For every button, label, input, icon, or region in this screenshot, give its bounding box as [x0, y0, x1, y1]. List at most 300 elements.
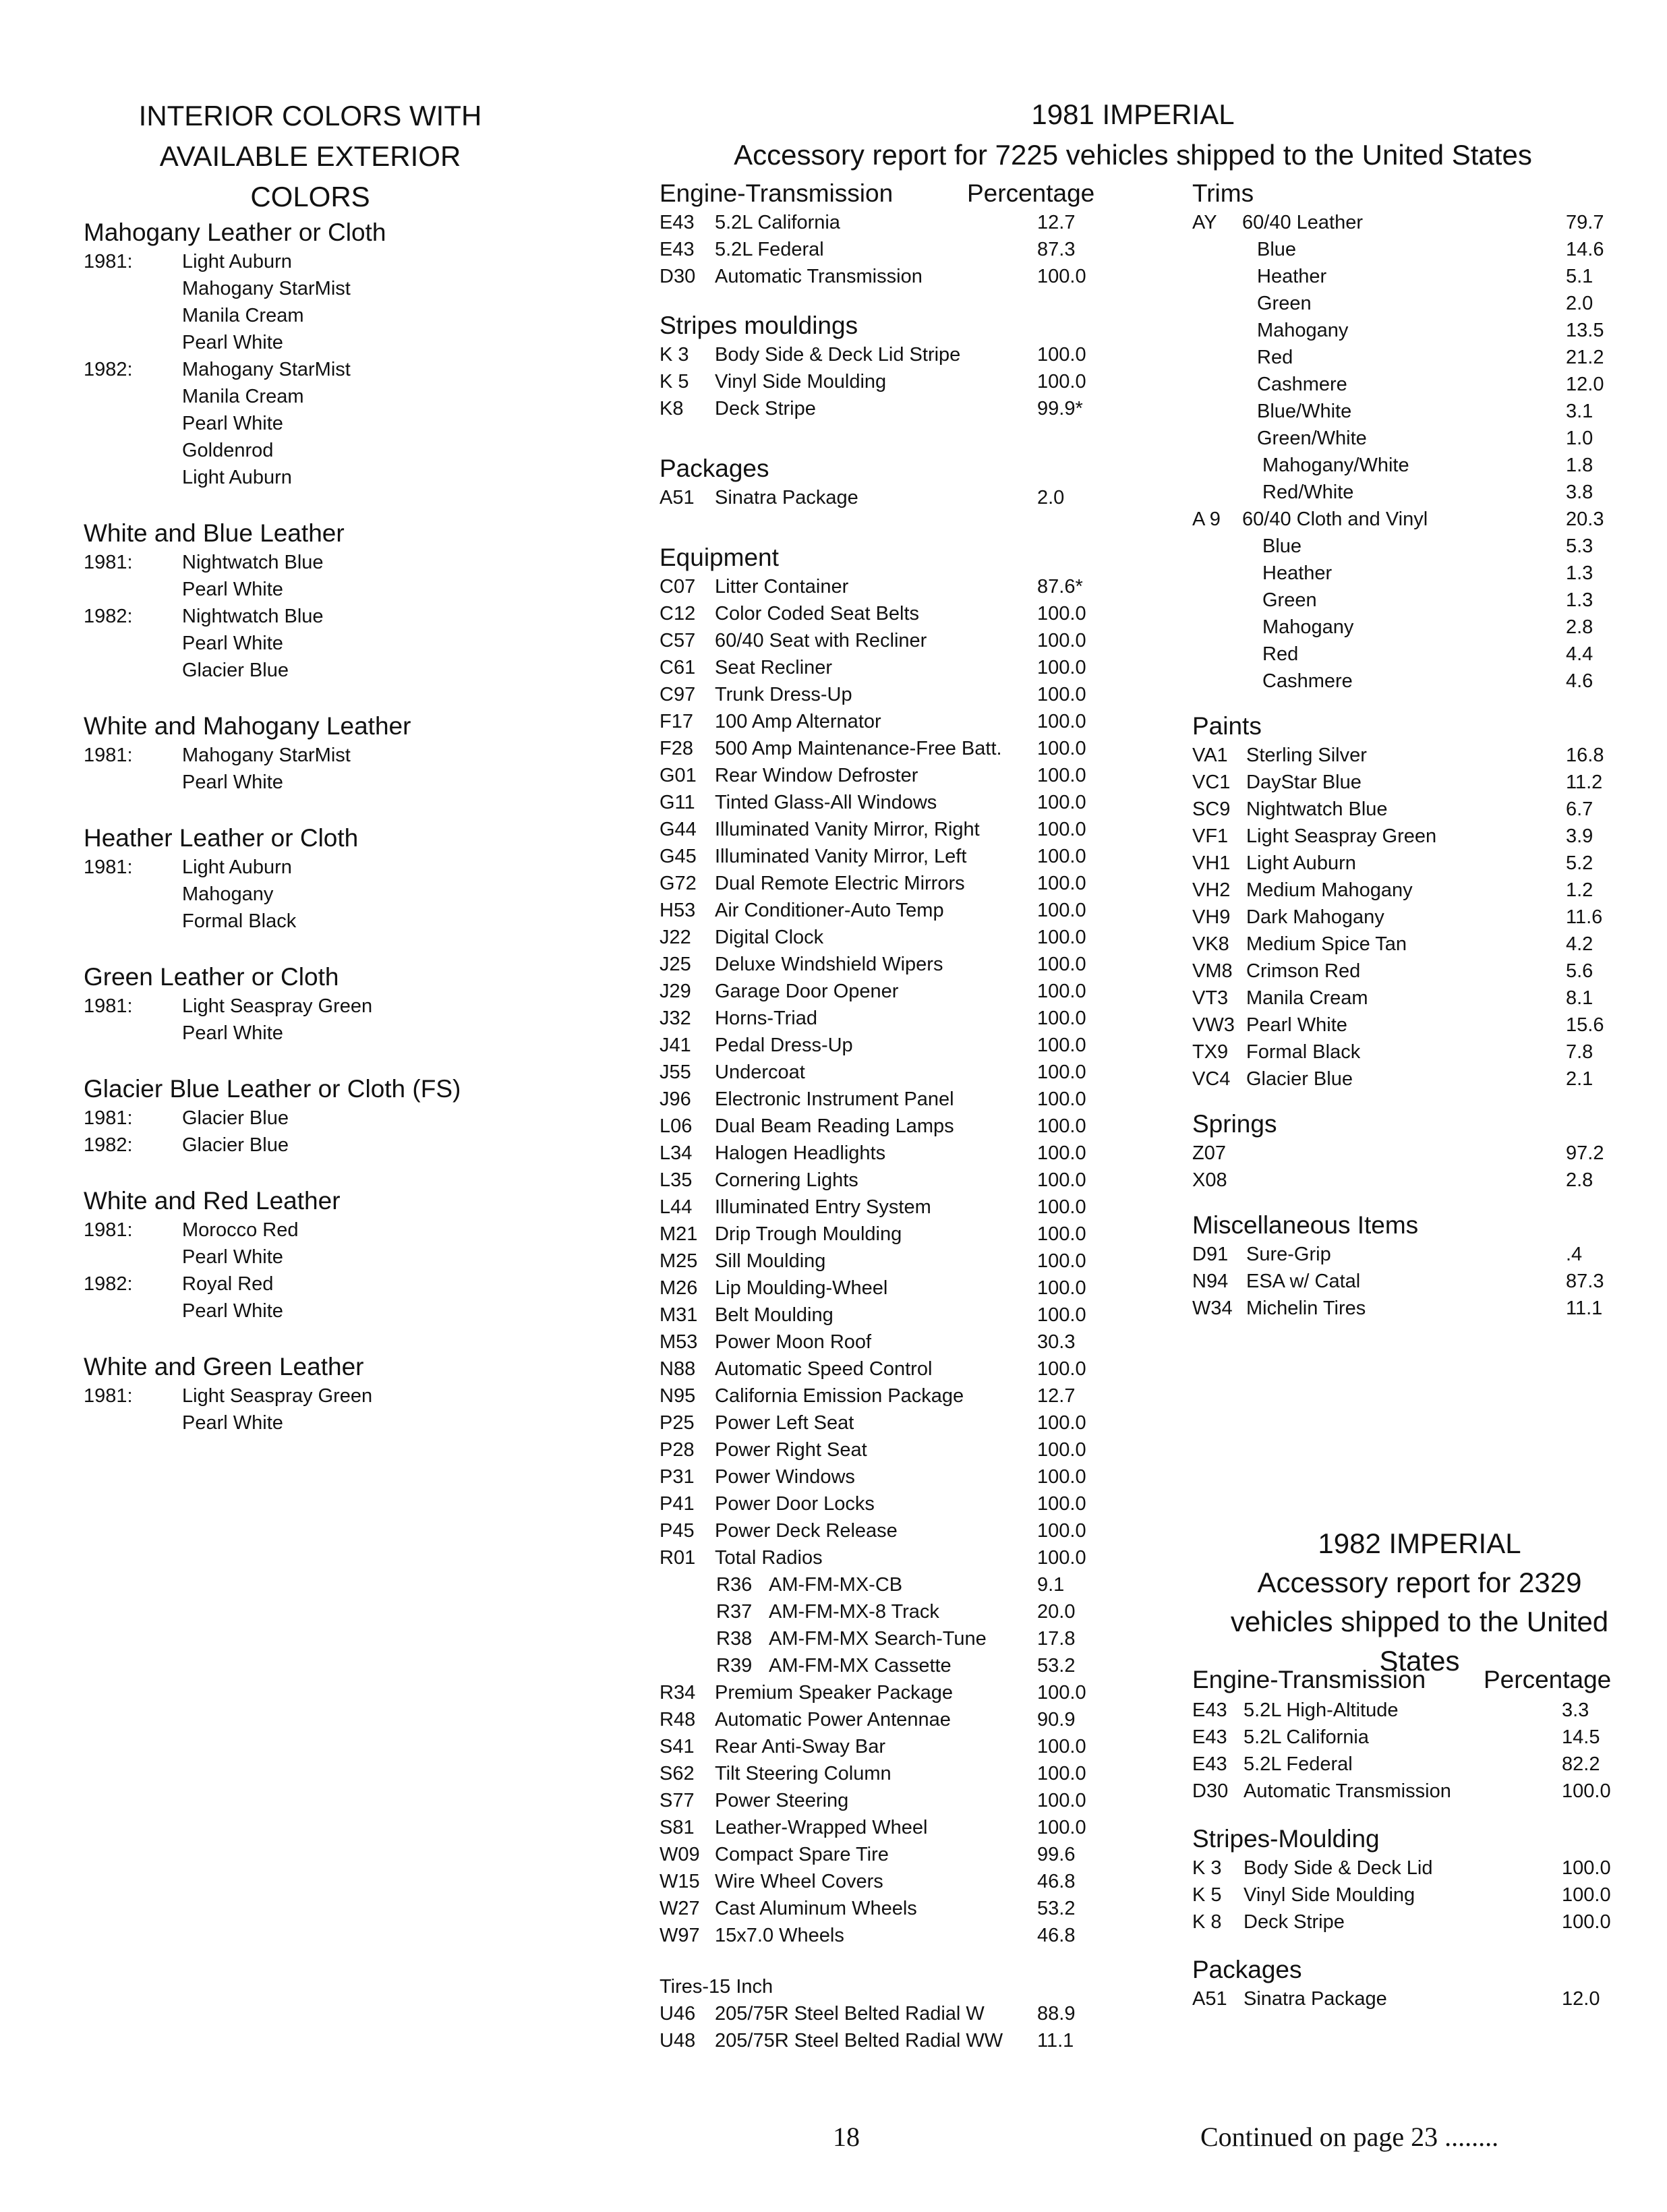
- percentage-value: 17.8: [1037, 1628, 1076, 1650]
- title-1982: 1982 IMPERIAL: [1318, 1527, 1521, 1559]
- model-year: 1981:: [84, 856, 133, 878]
- option-description: AM-FM-MX Cassette: [769, 1655, 952, 1677]
- color-row: [84, 657, 556, 684]
- option-description: Vinyl Side Moulding: [715, 371, 887, 392]
- exterior-color: Pearl White: [182, 1022, 283, 1044]
- option-code: A51: [1192, 1988, 1227, 2010]
- percentage-value: 100.0: [1037, 765, 1086, 786]
- option-description: Pearl White: [1246, 1014, 1347, 1036]
- option-code: VH1: [1192, 852, 1231, 874]
- option-description: Compact Spare Tire: [715, 1844, 889, 1865]
- exterior-color: Mahogany StarMist: [182, 745, 351, 766]
- percentage-heading: Percentage: [967, 179, 1095, 207]
- option-code: VT3: [1192, 987, 1229, 1009]
- percentage-value: 100.0: [1562, 1884, 1611, 1906]
- paint-row: [1192, 742, 1610, 769]
- percentage-value: 100.0: [1037, 1115, 1086, 1137]
- color-row: [84, 1020, 556, 1047]
- option-description: Halogen Headlights: [715, 1142, 886, 1164]
- option-description: Leather-Wrapped Wheel: [715, 1817, 928, 1838]
- section-heading: Springs: [1192, 1110, 1277, 1138]
- option-code: A51: [660, 487, 695, 508]
- option-description: Medium Mahogany: [1246, 879, 1413, 901]
- percentage-value: 97.2: [1566, 1142, 1604, 1164]
- trim-row: [1192, 398, 1610, 425]
- color-row: [84, 908, 556, 935]
- option-description: Cast Aluminum Wheels: [715, 1898, 917, 1919]
- trim-description: Cashmere: [1257, 374, 1347, 395]
- exterior-color: Glacier Blue: [182, 660, 289, 681]
- percentage-heading: Percentage: [1484, 1666, 1612, 1693]
- percentage-value: 16.8: [1566, 745, 1604, 766]
- option-row: [660, 627, 1172, 654]
- option-row: [1192, 1697, 1624, 1724]
- percentage-value: 88.9: [1037, 2003, 1076, 2025]
- color-row: [84, 769, 556, 796]
- option-description: 5.2L Federal: [715, 239, 824, 260]
- option-code: M26: [660, 1277, 698, 1299]
- option-code: VA1: [1192, 745, 1228, 766]
- percentage-value: 79.7: [1566, 212, 1604, 233]
- option-code: VF1: [1192, 825, 1229, 847]
- exterior-color: Royal Red: [182, 1273, 274, 1295]
- exterior-color: Pearl White: [182, 1300, 283, 1322]
- option-row: [660, 209, 1172, 236]
- option-row: [660, 1490, 1172, 1517]
- color-row: [84, 410, 556, 437]
- option-code: G45: [660, 846, 697, 867]
- percentage-value: 4.4: [1566, 643, 1593, 665]
- trim-row: [1192, 587, 1610, 614]
- option-row: [660, 395, 1172, 422]
- option-row: [660, 762, 1172, 789]
- percentage-value: .4: [1566, 1244, 1583, 1265]
- trim-row: [1192, 668, 1610, 695]
- percentage-value: 53.2: [1037, 1898, 1076, 1919]
- option-description: Illuminated Entry System: [715, 1196, 931, 1218]
- percentage-value: 12.7: [1037, 1385, 1076, 1407]
- option-row: [660, 1329, 1172, 1356]
- percentage-value: 6.7: [1566, 798, 1593, 820]
- paint-row: [1192, 1039, 1610, 1066]
- percentage-value: 100.0: [1037, 1277, 1086, 1299]
- option-code: S62: [660, 1763, 695, 1784]
- trim-description: Green: [1257, 293, 1312, 314]
- section-heading: Mahogany Leather or Cloth: [84, 219, 386, 246]
- percentage-value: 1.3: [1566, 562, 1593, 584]
- percentage-value: 100.0: [1037, 1035, 1086, 1056]
- option-code: C07: [660, 576, 696, 598]
- header-1982: [1187, 1524, 1652, 1681]
- header-1981: [634, 94, 1632, 175]
- option-description: Deck Stripe: [715, 398, 816, 419]
- percentage-value: 100.0: [1037, 1817, 1086, 1838]
- percentage-value: 4.6: [1566, 670, 1593, 692]
- option-description: Wire Wheel Covers: [715, 1871, 883, 1892]
- trim-row: [1192, 533, 1610, 560]
- percentage-value: 100.0: [1037, 1763, 1086, 1784]
- paint-row: [1192, 904, 1610, 931]
- option-code: W15: [660, 1871, 700, 1892]
- exterior-color: Manila Cream: [182, 305, 304, 326]
- option-description: Power Steering: [715, 1790, 849, 1811]
- option-row: [660, 341, 1172, 368]
- option-description: Horns-Triad: [715, 1008, 818, 1029]
- option-description: AM-FM-MX-8 Track: [769, 1601, 939, 1623]
- option-code: P45: [660, 1520, 695, 1542]
- option-code: J96: [660, 1088, 691, 1110]
- option-description: 5.2L California: [1244, 1726, 1369, 1748]
- percentage-value: 90.9: [1037, 1709, 1076, 1730]
- option-code: K8: [660, 398, 684, 419]
- percentage-value: 11.6: [1566, 906, 1603, 928]
- percentage-value: 87.3: [1566, 1271, 1604, 1292]
- exterior-color: Light Auburn: [182, 251, 292, 272]
- option-code: VW3: [1192, 1014, 1235, 1036]
- percentage-value: 3.1: [1566, 401, 1593, 422]
- percentage-value: 2.0: [1566, 293, 1593, 314]
- percentage-value: 100.0: [1037, 738, 1086, 759]
- option-code: R01: [660, 1547, 696, 1569]
- percentage-value: 100.0: [1037, 954, 1086, 975]
- subtitle-1982-line: vehicles shipped to the United States: [1230, 1606, 1609, 1677]
- exterior-color: Glacier Blue: [182, 1134, 289, 1156]
- engine-heading: Engine-Transmission: [1192, 1666, 1426, 1693]
- trim-row: [1192, 371, 1610, 398]
- color-row: [84, 549, 556, 576]
- option-description: Formal Black: [1246, 1041, 1361, 1063]
- spring-row: [1192, 1167, 1610, 1194]
- option-row: [660, 681, 1172, 708]
- model-year: 1982:: [84, 1273, 133, 1295]
- paint-row: [1192, 1066, 1610, 1093]
- option-row: [1192, 1882, 1624, 1909]
- section-heading: Packages: [1192, 1956, 1302, 1983]
- paint-row: [1192, 958, 1610, 985]
- model-year: 1981:: [84, 1385, 133, 1407]
- option-description: Body Side & Deck Lid: [1244, 1857, 1433, 1879]
- exterior-color: Goldenrod: [182, 440, 274, 461]
- option-description: Power Door Locks: [715, 1493, 875, 1515]
- percentage-value: 9.1: [1037, 1574, 1065, 1596]
- option-description: AM-FM-MX-CB: [769, 1574, 903, 1596]
- percentage-value: 100.0: [1037, 657, 1086, 678]
- engine-header-row: [1192, 1664, 1624, 1697]
- option-code: VH2: [1192, 879, 1231, 901]
- interior-colors-title: [74, 96, 546, 217]
- exterior-color: Pearl White: [182, 413, 283, 434]
- option-description: Dual Beam Reading Lamps: [715, 1115, 954, 1137]
- percentage-value: 5.2: [1566, 852, 1593, 874]
- option-description: Litter Container: [715, 576, 849, 598]
- option-row: [660, 1248, 1172, 1275]
- section-heading: Miscellaneous Items: [1192, 1211, 1419, 1239]
- accessory-1982-column: [1192, 1664, 1624, 2012]
- option-code: L34: [660, 1142, 693, 1164]
- section-heading: Packages: [660, 455, 769, 482]
- option-row: [660, 1598, 1172, 1625]
- option-description: Sterling Silver: [1246, 745, 1367, 766]
- color-row: [84, 356, 556, 383]
- trim-description: Red: [1257, 347, 1293, 368]
- percentage-value: 12.0: [1562, 1988, 1600, 2010]
- option-description: Seat Recliner: [715, 657, 833, 678]
- color-row: [84, 464, 556, 491]
- percentage-value: 100.0: [1037, 371, 1086, 392]
- option-description: DayStar Blue: [1246, 772, 1362, 793]
- trim-description: Heather: [1257, 266, 1327, 287]
- exterior-color: Light Seaspray Green: [182, 1385, 373, 1407]
- percentage-value: 1.0: [1566, 428, 1593, 449]
- option-code: S77: [660, 1790, 695, 1811]
- option-description: Michelin Tires: [1246, 1298, 1366, 1319]
- page-number: 18: [833, 2122, 860, 2152]
- option-code: L06: [660, 1115, 693, 1137]
- option-code: Z07: [1192, 1142, 1226, 1164]
- percentage-value: 100.0: [1037, 1682, 1086, 1704]
- option-row: [660, 1652, 1172, 1679]
- option-description: Automatic Transmission: [1244, 1780, 1451, 1802]
- option-code: E43: [1192, 1699, 1227, 1721]
- option-description: Tilt Steering Column: [715, 1763, 891, 1784]
- color-row: [84, 742, 556, 769]
- option-row: [660, 1409, 1172, 1436]
- percentage-value: 3.3: [1562, 1699, 1589, 1721]
- option-code: M25: [660, 1250, 698, 1272]
- color-group: [84, 217, 556, 491]
- percentage-value: 11.1: [1566, 1298, 1603, 1319]
- option-code: G72: [660, 873, 697, 894]
- percentage-value: 5.6: [1566, 960, 1593, 982]
- option-row: [660, 2000, 1172, 2027]
- option-row: [660, 573, 1172, 600]
- trim-description: Cashmere: [1262, 670, 1353, 692]
- color-row: [84, 437, 556, 464]
- option-row: [1192, 1724, 1624, 1751]
- option-row: [660, 654, 1172, 681]
- color-row: [84, 1382, 556, 1409]
- option-row: [660, 1625, 1172, 1652]
- percentage-value: 46.8: [1037, 1871, 1076, 1892]
- option-description: 500 Amp Maintenance-Free Batt.: [715, 738, 1002, 759]
- option-description: ESA w/ Catal: [1246, 1271, 1361, 1292]
- section-heading: Green Leather or Cloth: [84, 963, 339, 991]
- option-description: Automatic Transmission: [715, 266, 923, 287]
- color-row: [84, 1132, 556, 1159]
- percentage-value: 14.6: [1566, 239, 1604, 260]
- percentage-value: 13.5: [1566, 320, 1604, 341]
- color-group: [84, 1351, 556, 1436]
- percentage-value: 99.6: [1037, 1844, 1076, 1865]
- option-code: P25: [660, 1412, 695, 1434]
- option-row: [660, 1275, 1172, 1302]
- section-heading: White and Blue Leather: [84, 519, 345, 547]
- exterior-color: Pearl White: [182, 633, 283, 654]
- option-description: Sure-Grip: [1246, 1244, 1331, 1265]
- option-code: W27: [660, 1898, 700, 1919]
- option-description: Power Moon Roof: [715, 1331, 872, 1353]
- option-code: D30: [1192, 1780, 1229, 1802]
- option-description: 5.2L Federal: [1244, 1753, 1353, 1775]
- option-row: [660, 1382, 1172, 1409]
- color-group: [84, 962, 556, 1047]
- paint-row: [1192, 769, 1610, 796]
- section-heading: Heather Leather or Cloth: [84, 824, 359, 852]
- option-code: M53: [660, 1331, 698, 1353]
- percentage-value: 21.2: [1566, 347, 1604, 368]
- color-row: [84, 302, 556, 329]
- spring-row: [1192, 1140, 1610, 1167]
- option-code: G01: [660, 765, 697, 786]
- paint-row: [1192, 985, 1610, 1012]
- option-row: [660, 897, 1172, 924]
- option-code: L35: [660, 1169, 693, 1191]
- trim-description: Red/White: [1262, 482, 1354, 503]
- option-description: Color Coded Seat Belts: [715, 603, 920, 624]
- option-code: C12: [660, 603, 696, 624]
- exterior-color: Pearl White: [182, 579, 283, 600]
- option-row: [660, 1194, 1172, 1221]
- option-description: Sill Moulding: [715, 1250, 826, 1272]
- option-description: Digital Clock: [715, 927, 824, 948]
- misc-row: [1192, 1295, 1610, 1322]
- option-code: P31: [660, 1466, 695, 1488]
- option-row: [660, 484, 1172, 511]
- trim-code: AY: [1192, 212, 1217, 233]
- exterior-color: Nightwatch Blue: [182, 606, 324, 627]
- option-row: [1192, 1751, 1624, 1778]
- option-description: Tinted Glass-All Windows: [715, 792, 937, 813]
- percentage-value: 99.9*: [1037, 398, 1083, 419]
- color-row: [84, 854, 556, 881]
- option-code: E43: [1192, 1753, 1227, 1775]
- option-row: [660, 1706, 1172, 1733]
- option-row: [660, 924, 1172, 951]
- model-year: 1982:: [84, 359, 133, 380]
- percentage-value: 2.1: [1566, 1068, 1593, 1090]
- option-row: [660, 1032, 1172, 1059]
- option-description: Power Left Seat: [715, 1412, 854, 1434]
- option-code: J25: [660, 954, 691, 975]
- option-description: Light Seaspray Green: [1246, 825, 1437, 847]
- option-code: E43: [660, 239, 695, 260]
- option-description: Power Right Seat: [715, 1439, 867, 1461]
- option-code: R38: [716, 1628, 753, 1650]
- percentage-value: 4.2: [1566, 933, 1593, 955]
- option-code: K 3: [660, 344, 689, 366]
- color-row: [84, 1217, 556, 1244]
- option-description: Drip Trough Moulding: [715, 1223, 902, 1245]
- option-description: Dark Mahogany: [1246, 906, 1384, 928]
- option-row: [660, 368, 1172, 395]
- percentage-value: 100.0: [1037, 1736, 1086, 1757]
- option-row: [1192, 1985, 1624, 2012]
- trim-description: Blue/White: [1257, 401, 1352, 422]
- option-row: [660, 708, 1172, 735]
- percentage-value: 100.0: [1037, 1547, 1086, 1569]
- color-row: [84, 1244, 556, 1271]
- trims-paints-column: [1192, 178, 1610, 1322]
- option-code: C57: [660, 630, 696, 651]
- percentage-value: 82.2: [1562, 1753, 1600, 1775]
- model-year: 1981:: [84, 745, 133, 766]
- option-code: W97: [660, 1925, 700, 1946]
- trim-description: Mahogany/White: [1262, 455, 1409, 476]
- option-description: Trunk Dress-Up: [715, 684, 852, 705]
- model-year: 1981:: [84, 1219, 133, 1241]
- exterior-color: Pearl White: [182, 332, 283, 353]
- option-row: [1192, 1855, 1624, 1882]
- option-code: D91: [1192, 1244, 1229, 1265]
- trim-row: [1192, 479, 1610, 506]
- percentage-value: 20.0: [1037, 1601, 1076, 1623]
- option-description: Automatic Power Antennae: [715, 1709, 951, 1730]
- option-row: [660, 2027, 1172, 2054]
- trim-description: Blue: [1262, 535, 1302, 557]
- trim-description: Mahogany: [1262, 616, 1354, 638]
- option-code: R39: [716, 1655, 753, 1677]
- percentage-value: 100.0: [1037, 1304, 1086, 1326]
- percentage-value: 100.0: [1037, 1223, 1086, 1245]
- paint-row: [1192, 850, 1610, 877]
- exterior-color: Morocco Red: [182, 1219, 299, 1241]
- exterior-color: Pearl White: [182, 1246, 283, 1268]
- engine-header-row: [660, 178, 1172, 209]
- option-row: [660, 735, 1172, 762]
- trim-description: Heather: [1262, 562, 1333, 584]
- option-code: J41: [660, 1035, 691, 1056]
- option-code: K 8: [1192, 1911, 1222, 1933]
- option-code: K 3: [1192, 1857, 1222, 1879]
- option-code: C61: [660, 657, 696, 678]
- exterior-color: Mahogany StarMist: [182, 278, 351, 299]
- paint-row: [1192, 823, 1610, 850]
- section-heading: Glacier Blue Leather or Cloth (FS): [84, 1075, 461, 1103]
- percentage-value: 100.0: [1037, 1169, 1086, 1191]
- color-row: [84, 993, 556, 1020]
- option-description: 100 Amp Alternator: [715, 711, 881, 732]
- option-row: [660, 1679, 1172, 1706]
- option-row: [660, 1005, 1172, 1032]
- percentage-value: 100.0: [1037, 630, 1086, 651]
- option-code: J55: [660, 1061, 691, 1083]
- option-row: [660, 1086, 1172, 1113]
- color-group: [84, 711, 556, 796]
- percentage-value: 100.0: [1037, 684, 1086, 705]
- percentage-value: 100.0: [1037, 1250, 1086, 1272]
- color-row: [84, 248, 556, 275]
- trim-row: [1192, 425, 1610, 452]
- percentage-value: 100.0: [1037, 819, 1086, 840]
- trim-row: [1192, 641, 1610, 668]
- exterior-color: Pearl White: [182, 772, 283, 793]
- interior-color-groups: [84, 217, 556, 1463]
- trim-description: Green: [1262, 589, 1317, 611]
- option-code: E43: [660, 212, 695, 233]
- percentage-value: 100.0: [1037, 981, 1086, 1002]
- option-row: [660, 1814, 1172, 1841]
- option-description: Sinatra Package: [1244, 1988, 1387, 2010]
- trim-row: [1192, 452, 1610, 479]
- option-description: 5.2L High-Altitude: [1244, 1699, 1399, 1721]
- color-group: [84, 1186, 556, 1325]
- option-description: Automatic Speed Control: [715, 1358, 933, 1380]
- option-description: Rear Window Defroster: [715, 765, 918, 786]
- option-row: [660, 1059, 1172, 1086]
- exterior-color: Mahogany StarMist: [182, 359, 351, 380]
- option-code: TX9: [1192, 1041, 1229, 1063]
- percentage-value: 100.0: [1037, 792, 1086, 813]
